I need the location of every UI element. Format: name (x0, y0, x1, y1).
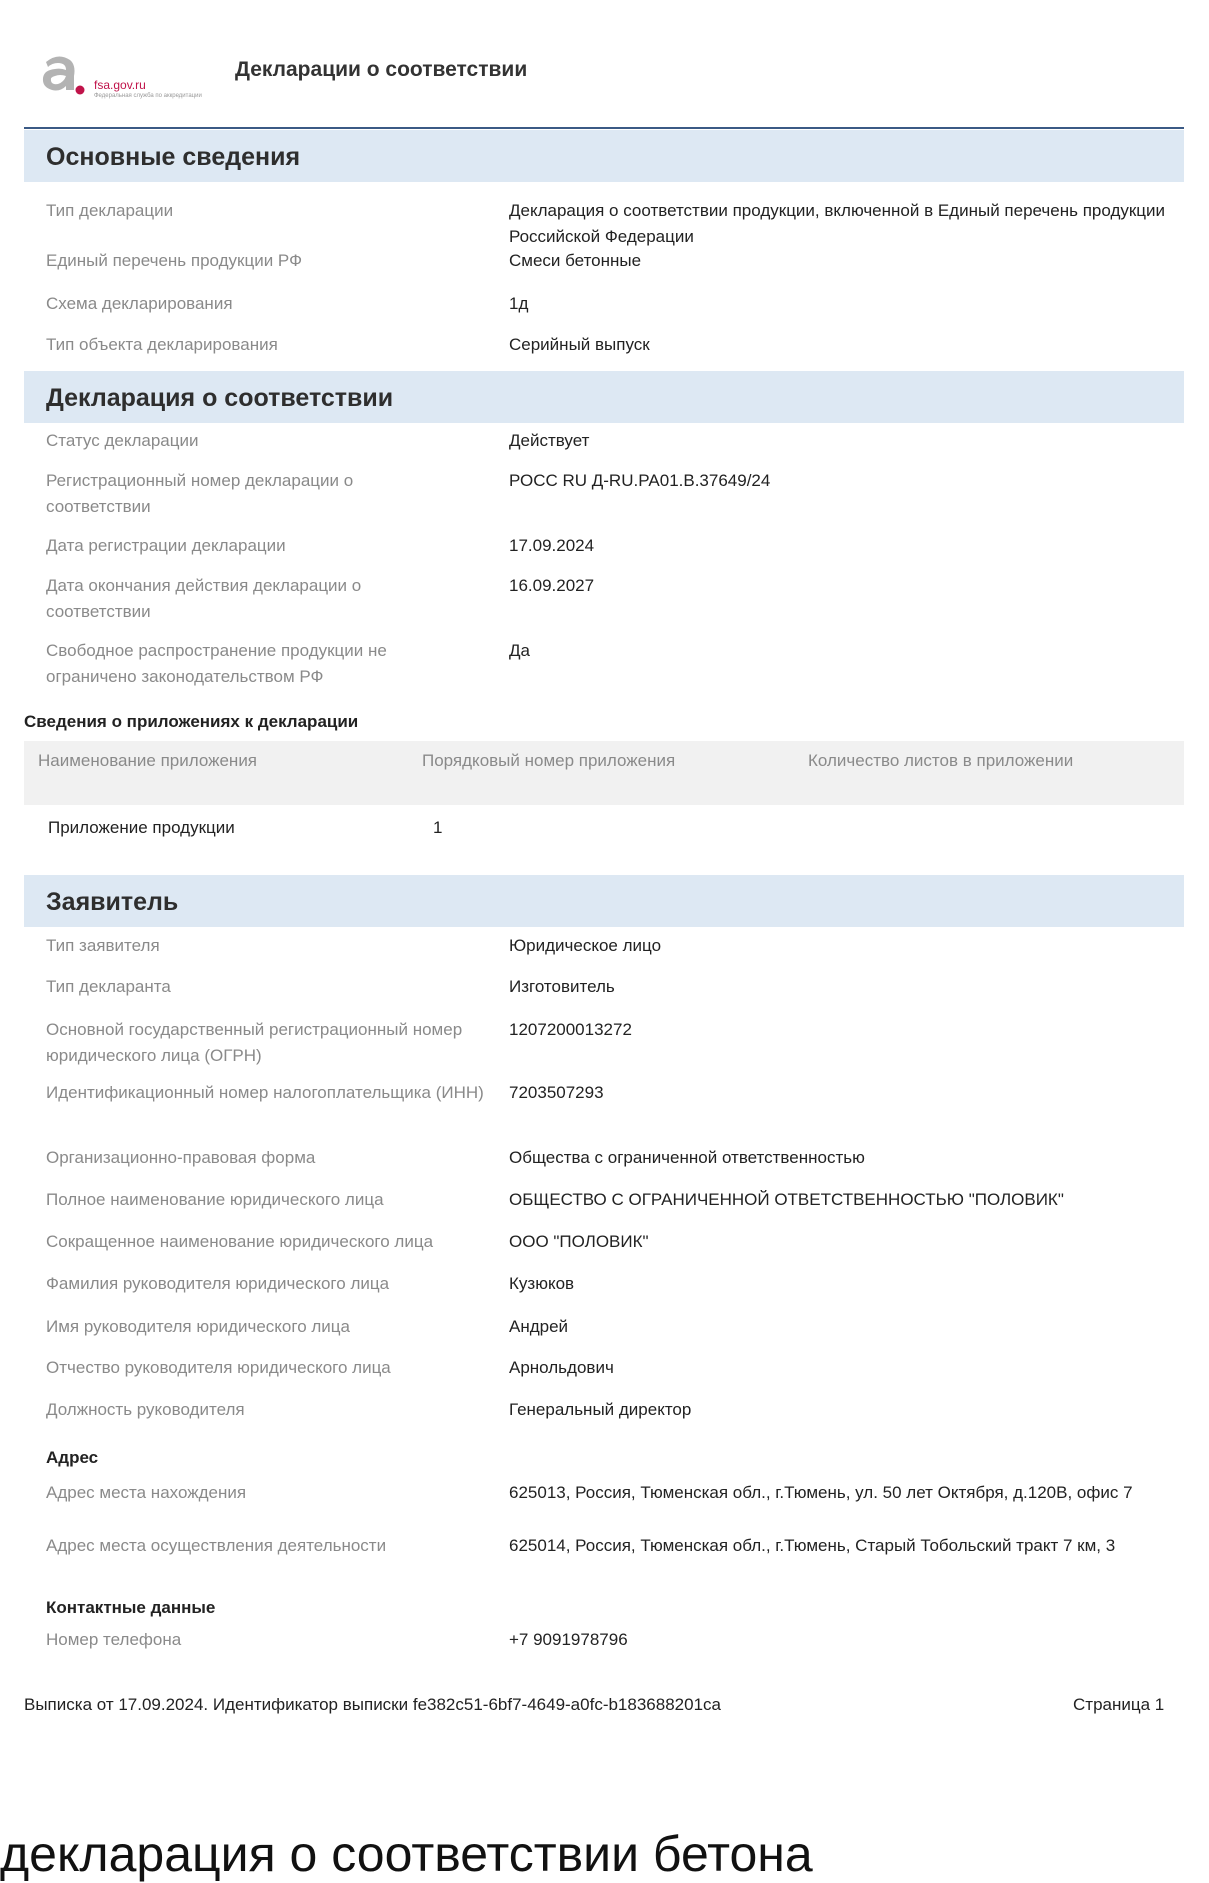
field-value: 16.09.2027 (509, 576, 595, 595)
field-value: ООО "ПОЛОВИК" (509, 1232, 649, 1251)
column-header: Количество листов в приложении (808, 751, 1074, 770)
page-number: Страница 1 (1073, 1695, 1165, 1714)
field-value: Андрей (509, 1317, 569, 1336)
field-label: Организационно-правовая форма (46, 1148, 316, 1167)
field-label: Номер телефона (46, 1630, 182, 1649)
field-label: Схема декларирования (46, 294, 233, 313)
appendices-table-header (24, 741, 1184, 805)
column-header: Порядковый номер приложения (422, 751, 676, 770)
image-caption: декларация о соответствии бетона (0, 1826, 813, 1882)
appendix-name: Приложение продукции (48, 818, 235, 837)
field-value: Действует (509, 431, 590, 450)
field-value: 1д (509, 294, 529, 313)
field-value: Кузюков (509, 1274, 575, 1293)
document-title: Декларации о соответствии (235, 58, 528, 81)
fsa-logo (38, 50, 202, 106)
field-value: Серийный выпуск (509, 335, 650, 354)
field-label: Тип декларанта (46, 977, 171, 996)
field-value: 7203507293 (509, 1083, 604, 1102)
field-label: Фамилия руководителя юридического лица (46, 1274, 390, 1293)
fsa-logo-icon (38, 50, 88, 100)
section-declaration-title: Декларация о соответствии (46, 384, 394, 412)
field-label: Тип объекта декларирования (46, 335, 278, 354)
field-label: Отчество руководителя юридического лица (46, 1358, 391, 1377)
field-label: Единый перечень продукции РФ (46, 251, 302, 270)
field-label: Дата окончания действия декларации о соответствии (46, 576, 362, 621)
field-label: Полное наименование юридического лица (46, 1190, 384, 1209)
field-value: +7 9091978796 (509, 1630, 628, 1649)
appendix-number: 1 (433, 818, 443, 837)
field-value: 625014, Россия, Тюменская обл., г.Тюмень, Старый Тобольский тракт 7 км, 3 (509, 1536, 1116, 1555)
field-value: Юридическое лицо (509, 936, 662, 955)
field-label: Свободное распространение продукции не ограничено законодательством РФ (46, 641, 387, 686)
extract-info: Выписка от 17.09.2024. Идентификатор выписки fe382c51-6bf7-4649-a0fc-b183688201ca (24, 1695, 721, 1714)
section-basic-header (24, 130, 1184, 182)
contacts-title: Контактные данные (46, 1598, 216, 1617)
header-divider (24, 127, 1184, 129)
field-value: Общества с ограниченной ответственностью (509, 1148, 865, 1167)
field-value: Декларация о соответствии продукции, включенной в Единый перечень продукции Российской Федерации (509, 201, 1166, 246)
field-label: Регистрационный номер декларации о соответствии (46, 471, 354, 516)
logo-site-text: fsa.gov.ru (94, 78, 146, 92)
field-value: 625013, Россия, Тюменская обл., г.Тюмень, ул. 50 лет Октября, д.120В, офис 7 (509, 1483, 1133, 1502)
section-basic-title: Основные сведения (46, 143, 301, 171)
field-value: ОБЩЕСТВО С ОГРАНИЧЕННОЙ ОТВЕТСТВЕННОСТЬЮ "ПОЛОВИК" (509, 1190, 1064, 1209)
field-label: Должность руководителя (46, 1400, 245, 1419)
field-label: Имя руководителя юридического лица (46, 1317, 350, 1336)
logo-subtitle: Федеральная служба по аккредитации (94, 93, 202, 99)
column-header: Наименование приложения (38, 751, 258, 770)
field-value: 17.09.2024 (509, 536, 595, 555)
field-label: Адрес места осуществления деятельности (46, 1536, 387, 1555)
field-value: Да (509, 641, 530, 660)
section-declaration-header (24, 371, 1184, 423)
field-value: РОСС RU Д-RU.РА01.В.37649/24 (509, 471, 771, 490)
appendices-title: Сведения о приложениях к декларации (24, 712, 359, 731)
address-title: Адрес (46, 1448, 99, 1467)
field-value: 1207200013272 (509, 1020, 632, 1039)
field-label: Идентификационный номер налогоплательщика (ИНН) (46, 1083, 484, 1102)
field-label: Сокращенное наименование юридического лица (46, 1232, 434, 1251)
field-value: Арнольдович (509, 1358, 614, 1377)
field-label: Дата регистрации декларации (46, 536, 286, 555)
field-label: Основной государственный регистрационный номер юридического лица (ОГРН) (46, 1020, 463, 1065)
field-label: Тип заявителя (46, 936, 160, 955)
field-value: Генеральный директор (509, 1400, 692, 1419)
field-label: Статус декларации (46, 431, 199, 450)
field-value: Смеси бетонные (509, 251, 642, 270)
field-value: Изготовитель (509, 977, 615, 996)
field-label: Адрес места нахождения (46, 1483, 247, 1502)
section-applicant-header (24, 875, 1184, 927)
section-applicant-title: Заявитель (46, 888, 179, 916)
field-label: Тип декларации (46, 201, 174, 220)
